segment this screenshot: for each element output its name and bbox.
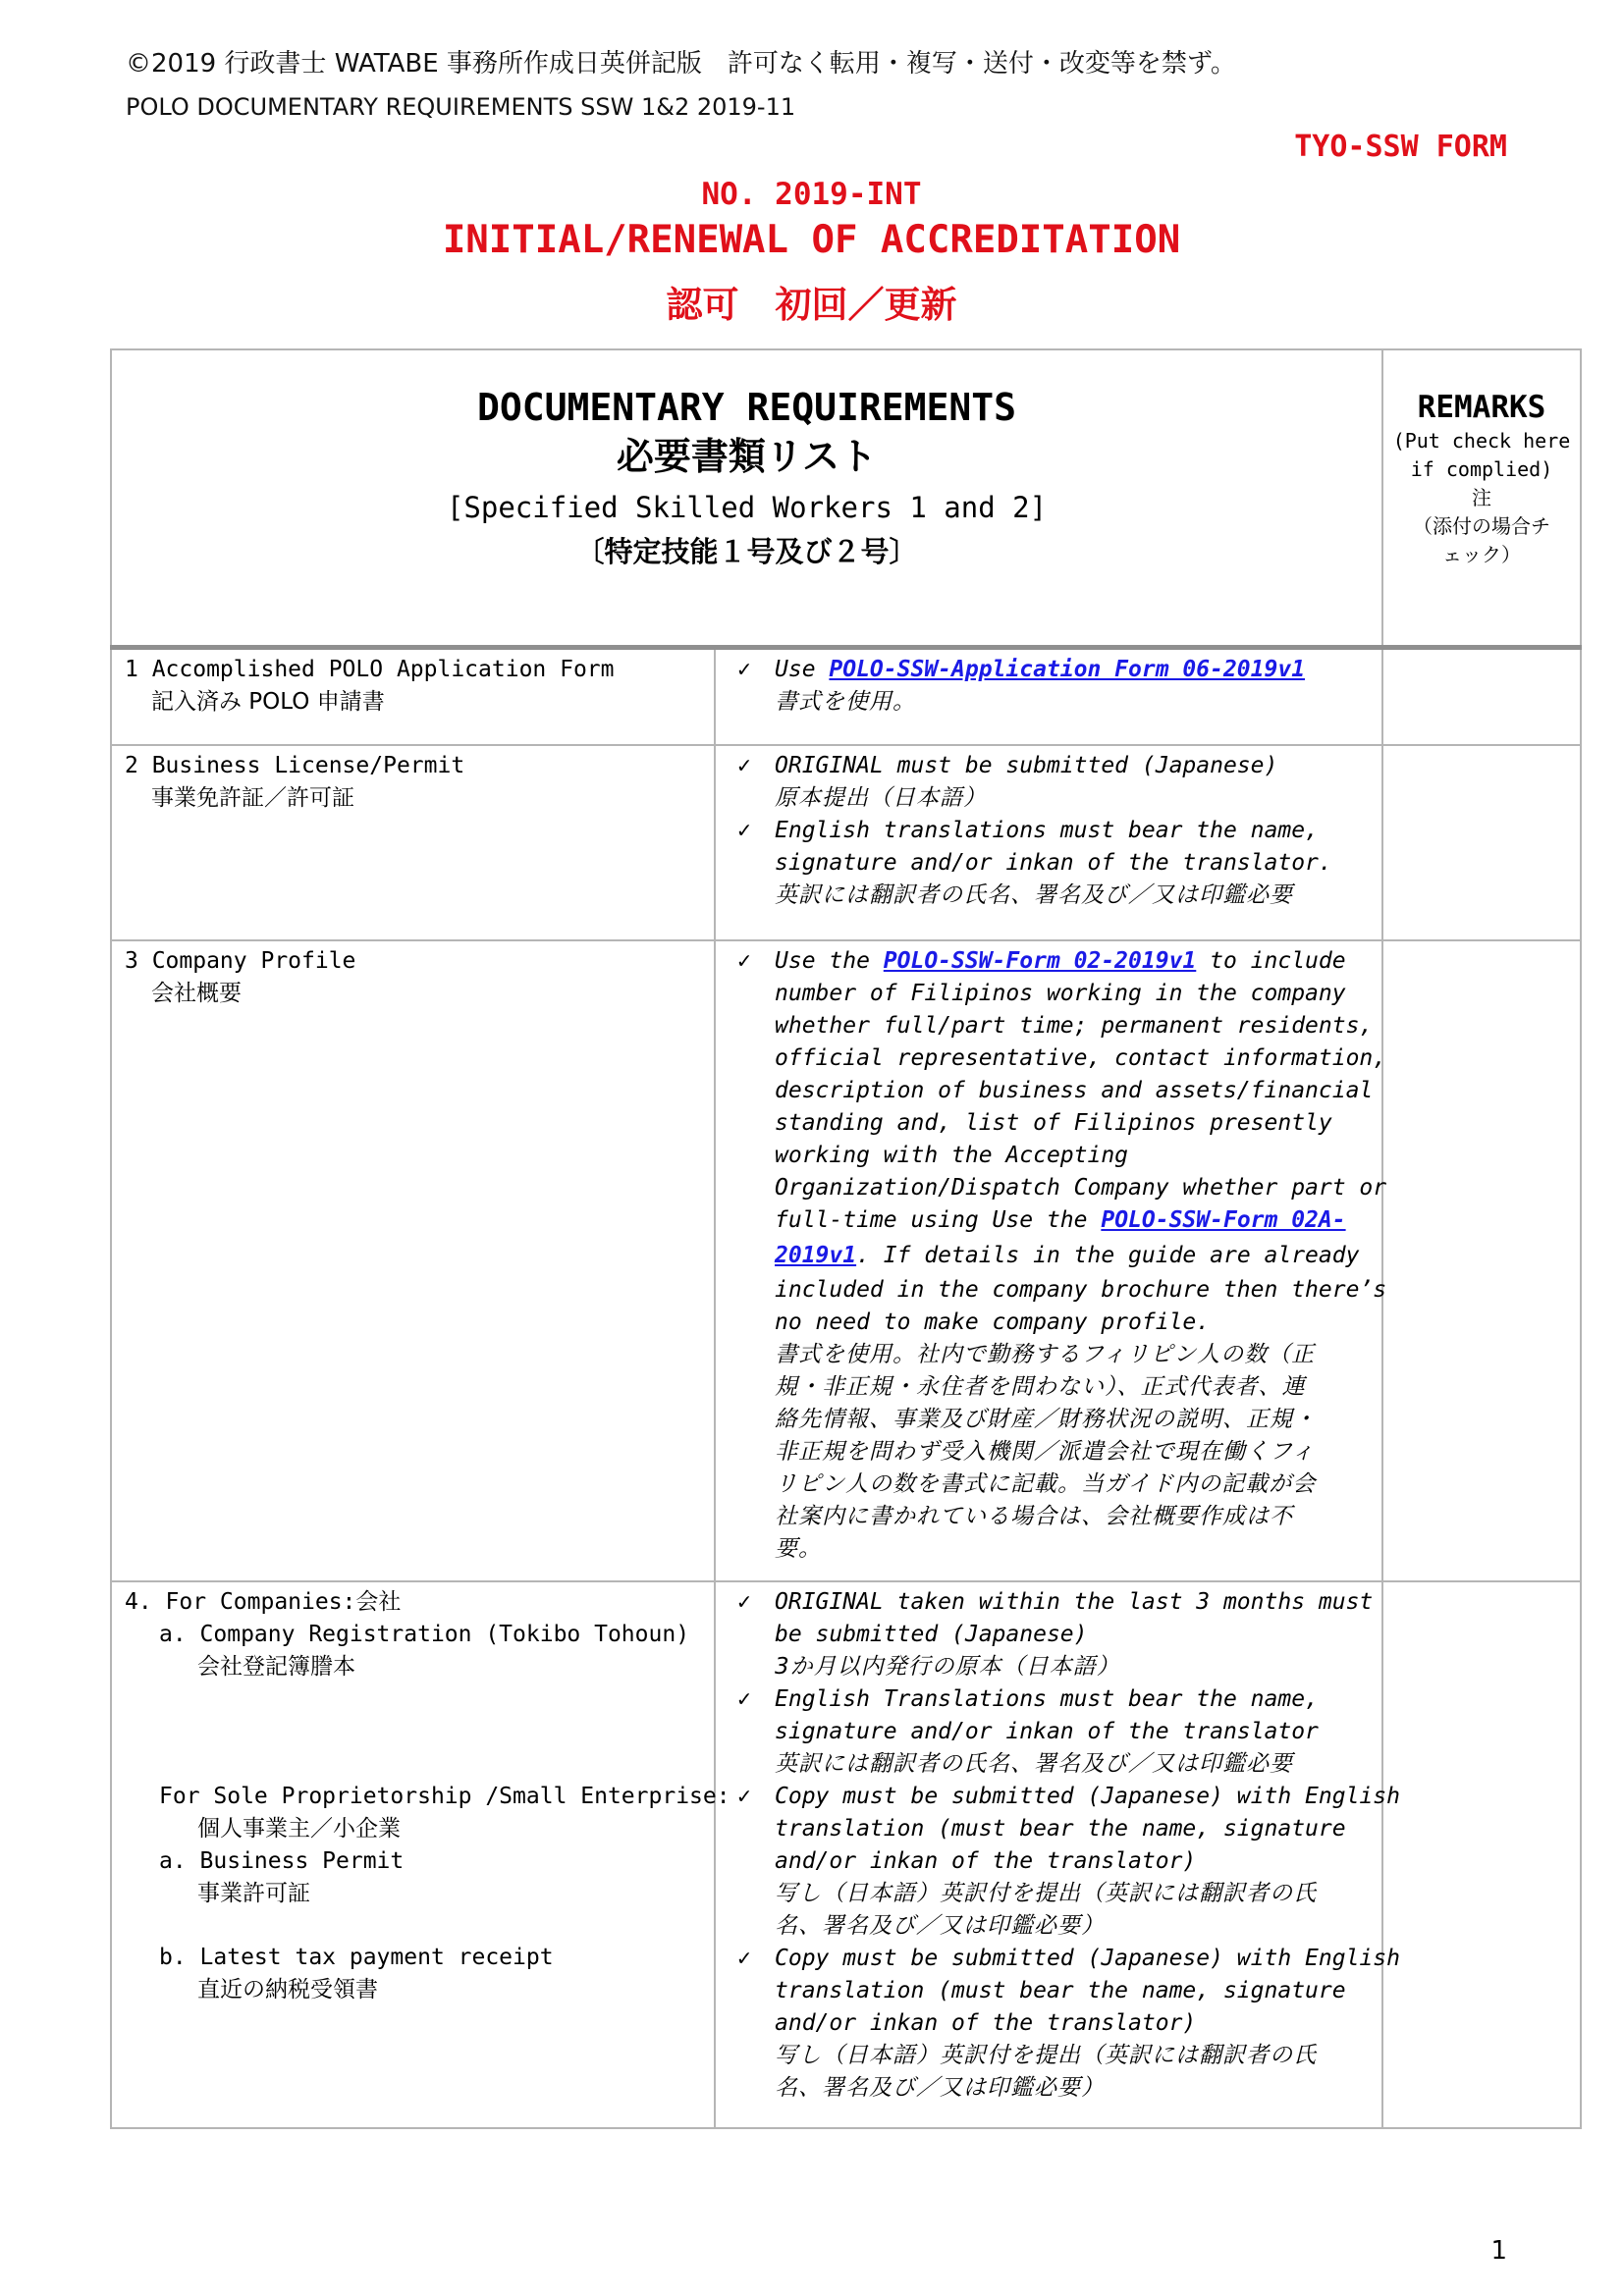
title-japanese: 認可 初回／更新: [666, 284, 957, 326]
instruction-text: included in the company brochure then there’s: [775, 1276, 1387, 1303]
copyright-notice: ©2019 行政書士 WATABE 事務所作成日英併記版 許可なく転用・複写・送付・改変等を禁ず。: [126, 49, 1236, 79]
instruction-text-jp: 書式を使用。: [775, 689, 916, 715]
document-name-jp: 事業免許証／許可証: [151, 784, 354, 811]
remarks-title: REMARKS: [1417, 390, 1546, 425]
document-name: 4. For Companies:会社: [125, 1588, 402, 1615]
table-row: [111, 648, 1581, 745]
remarks-cell[interactable]: [1382, 940, 1581, 1581]
form-tag: TYO-SSW FORM: [1294, 130, 1507, 164]
remarks-header: [1382, 349, 1581, 648]
instruction-text-jp: 原本提出（日本語）: [775, 784, 987, 811]
document-name-jp: 会社登記簿謄本: [197, 1653, 355, 1680]
instruction-text: full-time using Use the: [775, 1206, 1102, 1233]
instruction-text: official representative, contact information,: [775, 1044, 1387, 1071]
instruction-text-jp: リピン人の数を書式に記載。当ガイド内の記載が会: [775, 1470, 1317, 1497]
instruction-text-jp: 要。: [775, 1535, 822, 1562]
instruction-text-jp: 名、署名及び／又は印鑑必要）: [775, 2074, 1105, 2101]
instruction-text: to include: [1196, 947, 1346, 974]
instruction-text: and/or inkan of the translator): [775, 1847, 1197, 1874]
instruction-text-jp: 規・非正規・永住者を問わない）、正式代表者、連: [775, 1373, 1306, 1400]
table-row: [111, 1581, 1581, 2128]
instruction-text: signature and/or inkan of the translator: [775, 1718, 1319, 1744]
instruction-text: English Translations must bear the name,: [775, 1685, 1319, 1712]
instruction-text: and/or inkan of the translator): [775, 2009, 1197, 2036]
document-subtitle: POLO DOCUMENTARY REQUIREMENTS SSW 1&2 2019-11: [126, 93, 796, 121]
check-icon: ✓: [737, 657, 751, 682]
title-english: INITIAL/RENEWAL OF ACCREDITATION: [442, 218, 1181, 262]
instruction-text-jp: 名、署名及び／又は印鑑必要）: [775, 1912, 1105, 1939]
check-icon: ✓: [737, 752, 751, 778]
remarks-cell[interactable]: [1382, 1581, 1581, 2128]
heading-specified-skilled-workers: [Specified Skilled Workers 1 and 2]: [446, 491, 1048, 524]
check-icon: ✓: [737, 817, 751, 843]
document-name-jp: 会社概要: [151, 980, 242, 1006]
filipino-list-form-link[interactable]: POLO-SSW-Form 02A-: [1101, 1206, 1346, 1233]
document-name: a. Business Permit: [159, 1847, 405, 1874]
document-name-jp: 記入済み POLO 申請書: [151, 689, 385, 715]
check-icon: ✓: [737, 1945, 751, 1971]
check-icon: ✓: [737, 947, 751, 974]
instruction-text: whether full/part time; permanent residents,: [775, 1012, 1374, 1039]
heading-japanese-ssw: 〔特定技能１号及び２号〕: [575, 535, 918, 568]
instructions-cell: [715, 940, 1387, 1581]
instructions-cell: [715, 1581, 1400, 2128]
table-header-row: [111, 349, 1581, 648]
heading-japanese: 必要書類リスト: [616, 435, 878, 478]
document-name: 2 Business License/Permit: [125, 752, 465, 778]
remarks-note-1: (Put check here: [1392, 429, 1571, 453]
application-form-link[interactable]: POLO-SSW-Application Form 06-2019v1: [829, 657, 1306, 682]
instruction-text: be submitted (Japanese): [775, 1621, 1088, 1647]
instruction-text: Use the: [775, 947, 884, 974]
check-icon: ✓: [737, 1783, 751, 1809]
check-icon: ✓: [737, 1588, 751, 1615]
requirements-table: [110, 348, 1582, 2129]
instruction-text-jp: 社案内に書かれている場合は、会社概要作成は不: [775, 1503, 1293, 1529]
instruction-text: ORIGINAL taken within the last 3 months must: [775, 1588, 1374, 1615]
instruction-text: number of Filipinos working in the company: [775, 980, 1346, 1006]
instruction-text-jp: 英訳には翻訳者の氏名、署名及び／又は印鑑必要: [775, 881, 1293, 908]
instruction-text-jp: 英訳には翻訳者の氏名、署名及び／又は印鑑必要: [775, 1750, 1293, 1777]
document-cell: [111, 648, 715, 745]
instruction-text: working with the Accepting: [775, 1142, 1129, 1168]
table-row: [111, 940, 1581, 1581]
instruction-text-jp: 写し（日本語）英訳付を提出（英訳には翻訳者の氏: [775, 2042, 1317, 2068]
instruction-text: standing and, list of Filipinos presently: [775, 1109, 1332, 1136]
remarks-note-5: ェック）: [1442, 543, 1521, 566]
remarks-note-2: if complied): [1410, 457, 1553, 481]
instructions-cell: [715, 745, 1382, 940]
instruction-text: signature and/or inkan of the translator.: [775, 849, 1332, 876]
instruction-text: no need to make company profile.: [775, 1308, 1211, 1335]
company-profile-form-link[interactable]: POLO-SSW-Form 02-2019v1: [883, 947, 1197, 974]
form-number: NO. 2019-INT: [701, 177, 922, 212]
instruction-text: translation (must bear the name, signature: [775, 1977, 1346, 2003]
document-cell: [111, 1581, 730, 2128]
remarks-note-3: 注: [1472, 486, 1491, 509]
page-number: 1: [1490, 2236, 1507, 2266]
instruction-text: Copy must be submitted (Japanese) with English: [775, 1783, 1400, 1809]
document-name: 1 Accomplished POLO Application Form: [125, 657, 615, 682]
instruction-text: Copy must be submitted (Japanese) with English: [775, 1945, 1400, 1971]
remarks-cell[interactable]: [1382, 648, 1581, 745]
instruction-text-jp: 書式を使用。社内で勤務するフィリピン人の数（正: [775, 1341, 1316, 1367]
instruction-text: ORIGINAL must be submitted (Japanese): [775, 752, 1278, 778]
document-name-jp: 事業許可証: [197, 1880, 310, 1906]
instruction-text-jp: 非正規を問わず受入機関／派遣会社で現在働くフィ: [775, 1438, 1316, 1465]
instruction-text: . If details in the guide are already: [856, 1242, 1360, 1268]
instruction-text-jp: 写し（日本語）英訳付を提出（英訳には翻訳者の氏: [775, 1880, 1317, 1906]
document-cell: [111, 745, 715, 940]
instruction-text: English translations must bear the name,: [775, 817, 1319, 843]
instruction-text-jp: 3か月以内発行の原本（日本語）: [775, 1653, 1120, 1680]
table-heading: [111, 349, 1382, 648]
instruction-text: description of business and assets/financial: [775, 1077, 1374, 1103]
document-name: a. Company Registration (Tokibo Tohoun): [159, 1621, 690, 1647]
document-name-jp: 直近の納税受領書: [197, 1976, 378, 2002]
instruction-text: Organization/Dispatch Company whether part or: [775, 1174, 1387, 1201]
instructions-cell: [715, 648, 1382, 745]
table-row: [111, 745, 1581, 940]
instruction-text: Use: [775, 657, 830, 682]
remarks-note-4: （添付の場合チ: [1413, 514, 1550, 538]
check-icon: ✓: [737, 1685, 751, 1712]
filipino-list-form-link-cont[interactable]: 2019v1: [775, 1242, 857, 1268]
document-cell: [111, 940, 715, 1581]
instruction-text-jp: 絡先情報、事業及び財産／財務状況の説明、正規・: [775, 1406, 1317, 1432]
document-name: b. Latest tax payment receipt: [159, 1944, 554, 1970]
document-name: For Sole Proprietorship /Small Enterprise:: [159, 1783, 730, 1809]
document-name-jp: 個人事業主／小企業: [197, 1815, 401, 1842]
instruction-text: translation (must bear the name, signature: [775, 1815, 1346, 1842]
heading-documentary-requirements: DOCUMENTARY REQUIREMENTS: [476, 386, 1017, 429]
document-name: 3 Company Profile: [125, 947, 356, 974]
remarks-cell[interactable]: [1382, 745, 1581, 940]
